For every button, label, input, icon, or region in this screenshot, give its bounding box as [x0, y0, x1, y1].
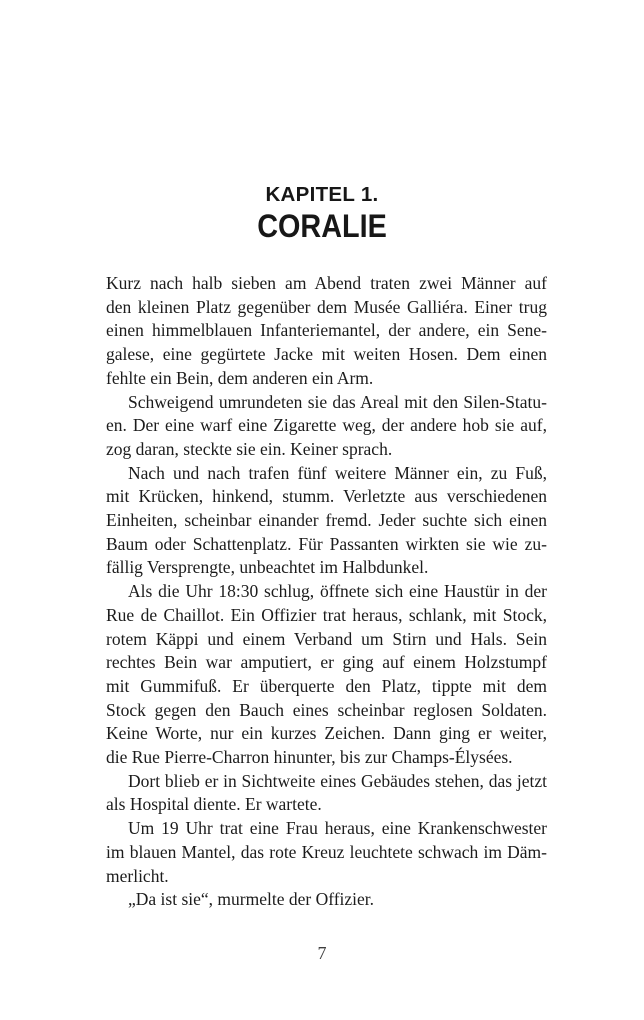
- text-line: rechtes Bein war amputiert, er ging auf einem Holzstumpf: [106, 652, 547, 673]
- text-line: Rue de Chaillot. Ein Offizier trat heraus, schlank, mit Stock,: [106, 604, 547, 625]
- text-line: im blauen Mantel, das rote Kreuz leuchtete schwach im Däm-: [106, 841, 547, 862]
- text-line: rotem Käppi und einem Verband um Stirn und Hals. Sein: [106, 628, 547, 649]
- text-line: Keine Worte, nur ein kurzes Zeichen. Dann ging er weiter,: [106, 723, 547, 744]
- text-line: Stock gegen den Bauch eines scheinbar reglosen Soldaten.: [106, 699, 547, 720]
- text-line: Baum oder Schattenplatz. Für Passanten wirkten sie wie zu-: [106, 533, 547, 554]
- text-line: Als die Uhr 18:30 schlug, öffnete sich eine Haustür in der: [128, 581, 547, 602]
- text-line: Nach und nach trafen fünf weitere Männer ein, zu Fuß,: [128, 462, 547, 483]
- page-number: 7: [317, 943, 327, 963]
- chapter-heading: [0, 185, 644, 242]
- text-line: Einheiten, scheinbar einander fremd. Jeder suchte sich einen: [106, 510, 547, 531]
- text-line: als Hospital diente. Er wartete.: [106, 794, 322, 815]
- text-line: fällig Versprengte, unbeachtet im Halbdunkel.: [106, 557, 429, 578]
- text-line: Dort blieb er in Sichtweite eines Gebäudes stehen, das jetzt: [128, 770, 547, 791]
- text-line: Kurz nach halb sieben am Abend traten zwei Männer auf: [106, 273, 547, 293]
- text-line: zog daran, steckte sie ein. Keiner sprach.: [106, 438, 393, 459]
- text-line: mit Krücken, hinkend, stumm. Verletzte aus verschiedenen: [106, 486, 547, 507]
- text-line: „Da ist sie“, murmelte der Offizier.: [128, 889, 375, 910]
- text-line: fehlte ein Bein, dem anderen ein Arm.: [106, 367, 374, 388]
- text-line: en. Der eine warf eine Zigarette weg, der andere hob sie auf,: [106, 415, 547, 436]
- text-line: galese, eine gegürtete Jacke mit weiten Hosen. Dem einen: [106, 344, 547, 365]
- text-line: merlicht.: [106, 865, 169, 886]
- chapter-title: CORALIE: [257, 207, 387, 244]
- text-line: den kleinen Platz gegenüber dem Musée Galliéra. Einer trug: [106, 296, 547, 317]
- chapter-label: KAPITEL 1.: [265, 183, 379, 206]
- text-line: die Rue Pierre-Charron hinunter, bis zur Champs-Élysées.: [106, 747, 513, 768]
- text-line: einen himmelblauen Infanteriemantel, der andere, ein Sene-: [106, 320, 547, 341]
- text-line: Um 19 Uhr trat eine Frau heraus, eine Krankenschwester: [128, 818, 547, 839]
- body-text: [106, 272, 547, 912]
- text-line: mit Gummifuß. Er überquerte den Platz, tippte mit dem: [106, 675, 547, 696]
- text-line: Schweigend umrundeten sie das Areal mit den Silen-Statu-: [128, 391, 547, 412]
